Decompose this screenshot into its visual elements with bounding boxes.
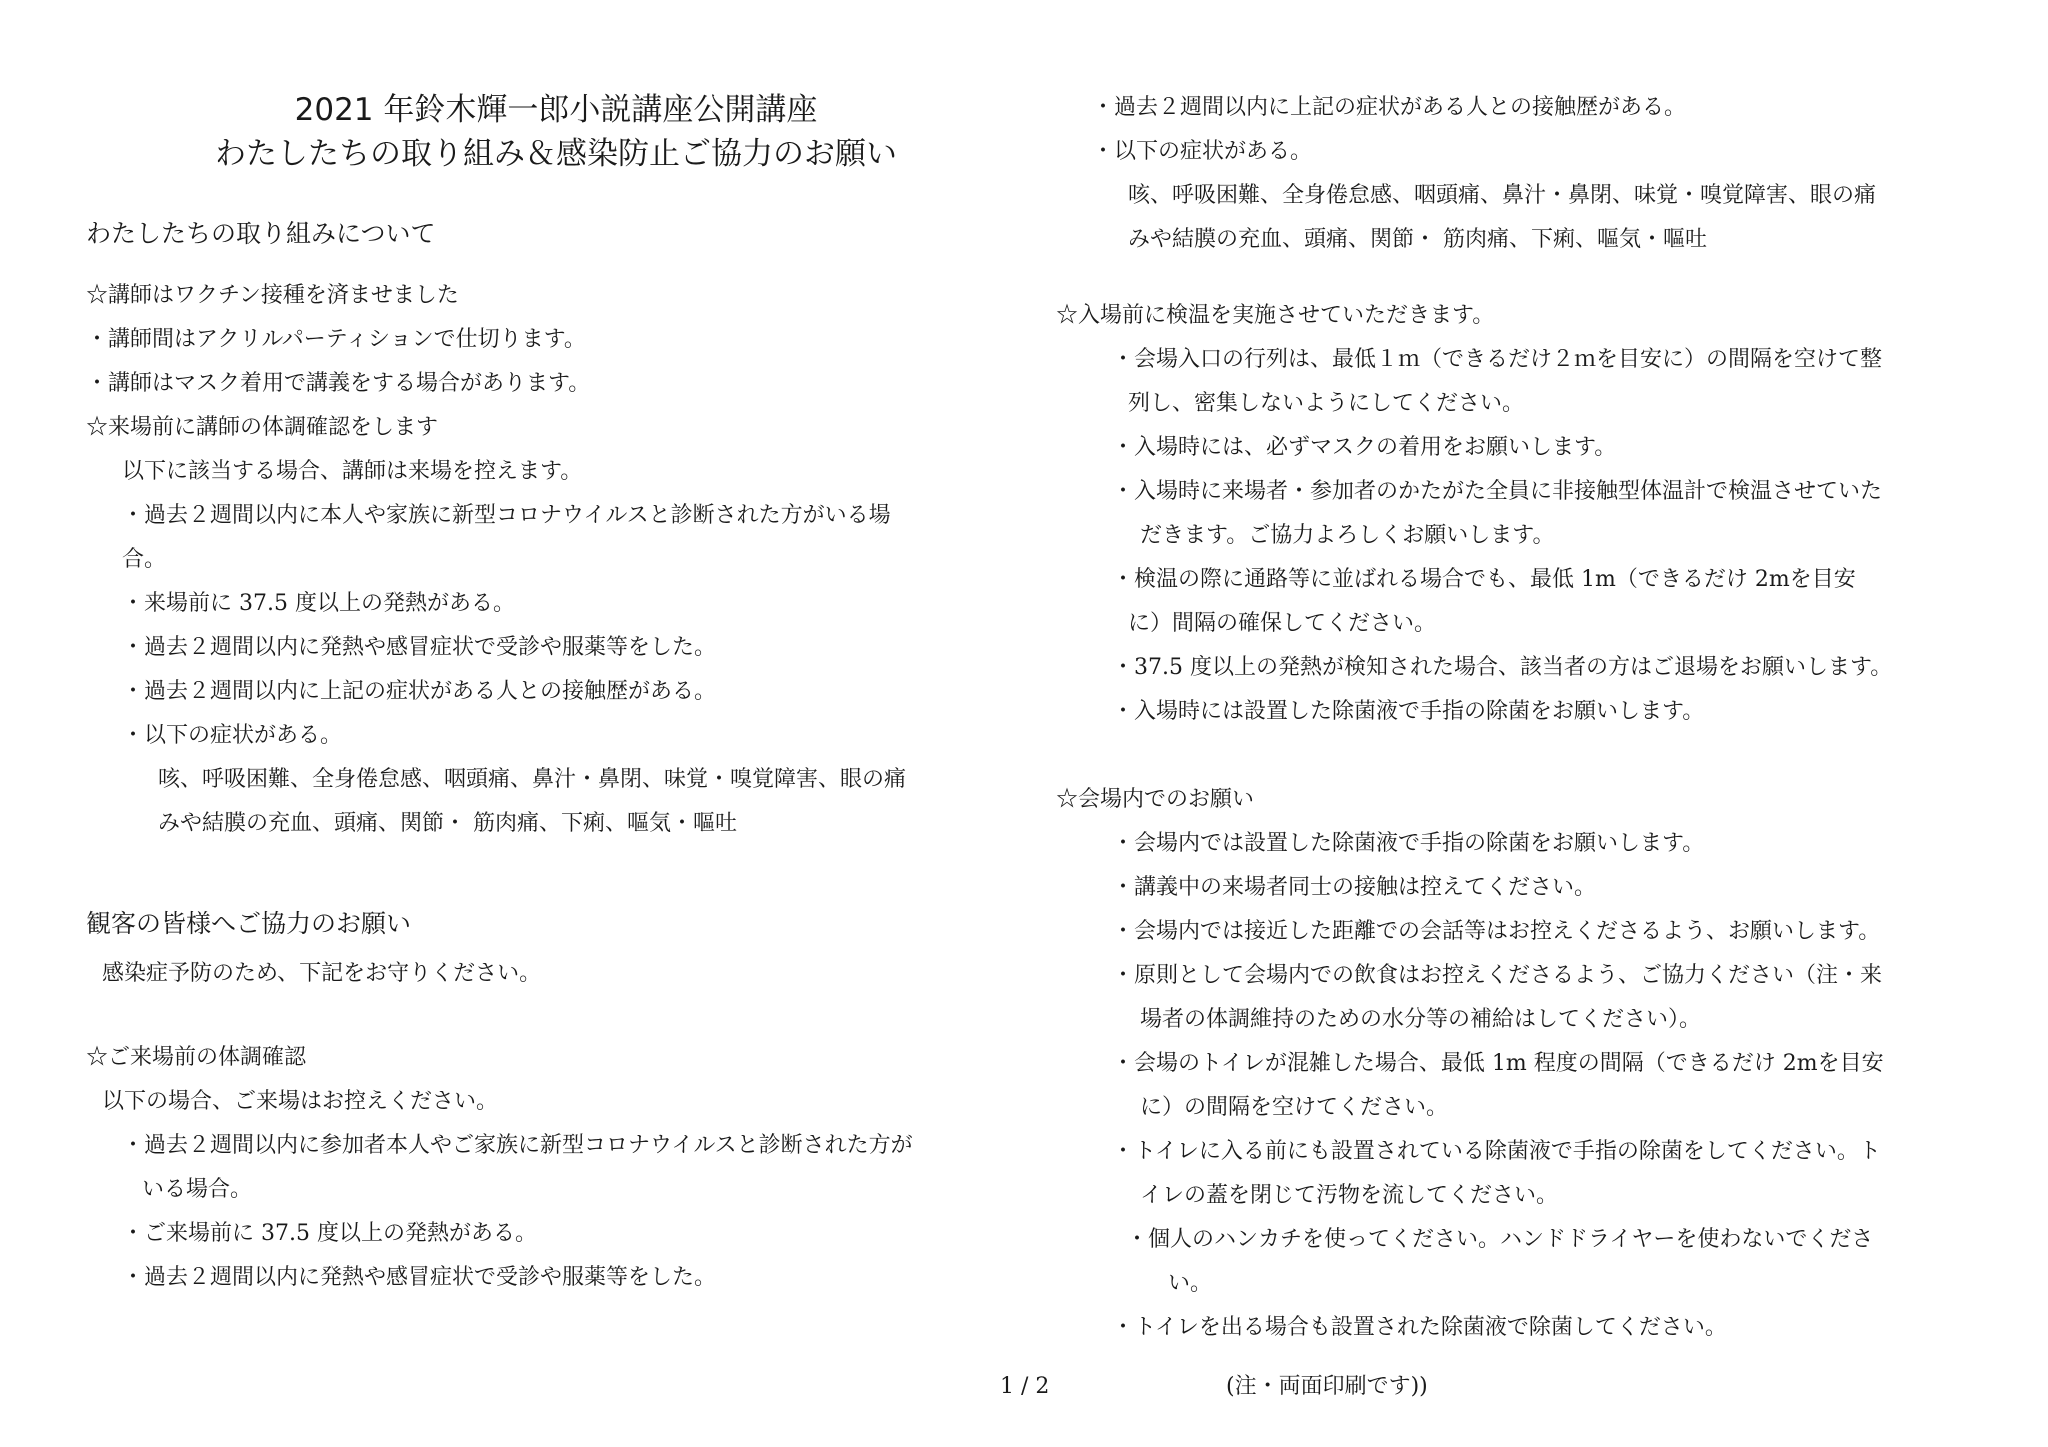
health-heading: ☆来場前に講師の体調確認をします (86, 415, 439, 440)
page-title-line1: 2021 年鈴木輝一郎小説講座公開講座 (294, 92, 818, 128)
visitor-symptoms-line-2: みや結膜の充血、頭痛、関節・ 筋肉痛、下痢、嘔気・嘔吐 (1128, 227, 1707, 252)
venue-item-7: ・個人のハンカチを使ってください。ハンドドライヤーを使わないでくださ (1126, 1227, 1874, 1252)
left-column (86, 88, 1006, 1300)
health-item-4: ・過去２週間以内に上記の症状がある人との接触歴がある。 (122, 679, 717, 704)
audience-intro: 感染症予防のため、下記をお守りください。 (102, 961, 542, 986)
venue-item-8: ・トイレを出る場合も設置された除菌液で除菌してください。 (1112, 1315, 1727, 1340)
vaccine-heading: ☆講師はワクチン接種を済ませました (86, 283, 459, 308)
venue-item-3: ・会場内では接近した距離での会話等はお控えくださるよう、お願いします。 (1112, 919, 1881, 944)
health-item-5: ・以下の症状がある。 (122, 723, 343, 748)
visitor-item-5: ・以下の症状がある。 (1092, 139, 1313, 164)
symptoms-line-2: みや結膜の充血、頭痛、関節・ 筋肉痛、下痢、嘔気・嘔吐 (158, 811, 737, 836)
health-item-3: ・過去２週間以内に発熱や感冒症状で受診や服薬等をした。 (122, 635, 717, 660)
visitor-symptoms-line-1: 咳、呼吸困難、全身倦怠感、咽頭痛、鼻汁・鼻閉、味覚・嗅覚障害、眼の痛 (1128, 183, 1877, 208)
temperature-item-4-cont: に）間隔の確保してください。 (1128, 611, 1437, 636)
temperature-item-6: ・入場時には設置した除菌液で手指の除菌をお願いします。 (1112, 699, 1705, 724)
visitor-item-3: ・過去２週間以内に発熱や感冒症状で受診や服薬等をした。 (122, 1265, 717, 1290)
page-number: 1 / 2 (1000, 1374, 1050, 1399)
visitor-item-1: ・過去２週間以内に参加者本人やご家族に新型コロナウイルスと診断された方が (122, 1133, 913, 1158)
health-item-1-cont: 合。 (122, 547, 167, 572)
visitor-intro: 以下の場合、ご来場はお控えください。 (102, 1089, 499, 1114)
venue-item-2: ・講義中の来場者同士の接触は控えてください。 (1112, 875, 1597, 900)
venue-item-1: ・会場内では設置した除菌液で手指の除菌をお願いします。 (1112, 831, 1705, 856)
venue-heading: ☆会場内でのお願い (1056, 787, 1255, 812)
temperature-item-5: ・37.5 度以上の発熱が検知された場合、該当者の方はご退場をお願いします。 (1112, 655, 1893, 680)
temperature-item-4: ・検温の際に通路等に並ばれる場合でも、最低 1m（できるだけ 2mを目安 (1112, 567, 1856, 592)
venue-item-6: ・トイレに入る前にも設置されている除菌液で手指の除菌をしてください。ト (1112, 1139, 1881, 1164)
temperature-item-1: ・会場入口の行列は、最低１ｍ（できるだけ２ｍを目安に）の間隔を空けて整 (1112, 347, 1883, 372)
visitor-item-1-cont: いる場合。 (142, 1177, 253, 1202)
vaccine-item-partition: ・講師間はアクリルパーティションで仕切ります。 (86, 327, 586, 352)
vaccine-item-mask: ・講師はマスク着用で講義をする場合があります。 (86, 371, 591, 396)
venue-item-4-cont: 場者の体調維持のための水分等の補給はしてください）。 (1140, 1007, 1702, 1032)
venue-item-6-cont: イレの蓋を閉じて汚物を流してください。 (1140, 1183, 1559, 1208)
temperature-heading: ☆入場前に検温を実施させていただきます。 (1056, 303, 1495, 328)
page-title-line2: わたしたちの取り組み＆感染防止ご協力のお願い (215, 136, 897, 172)
symptoms-line-1: 咳、呼吸困難、全身倦怠感、咽頭痛、鼻汁・鼻閉、味覚・嗅覚障害、眼の痛 (158, 767, 907, 792)
temperature-item-3-cont: だきます。ご協力よろしくお願いします。 (1140, 523, 1555, 548)
section-heading-initiatives: わたしたちの取り組みについて (86, 219, 436, 248)
health-item-1: ・過去２週間以内に本人や家族に新型コロナウイルスと診断された方がいる場 (122, 503, 891, 528)
venue-item-4: ・原則として会場内での飲食はお控えくださるよう、ご協力ください（注・来 (1112, 963, 1883, 988)
health-item-2: ・来場前に 37.5 度以上の発熱がある。 (122, 591, 515, 616)
visitor-item-4: ・過去２週間以内に上記の症状がある人との接触歴がある。 (1092, 95, 1687, 120)
temperature-item-2: ・入場時には、必ずマスクの着用をお願いします。 (1112, 435, 1617, 460)
venue-item-5-cont: に）の間隔を空けてください。 (1140, 1095, 1449, 1120)
temperature-item-1-cont: 列し、密集しないようにしてください。 (1128, 391, 1525, 416)
visitor-item-2: ・ご来場前に 37.5 度以上の発熱がある。 (122, 1221, 537, 1246)
venue-item-7-cont: い。 (1168, 1271, 1213, 1296)
section-heading-audience: 観客の皆様へご協力のお願い (86, 909, 412, 938)
print-note: (注・両面印刷です)) (1226, 1374, 1428, 1399)
venue-item-5: ・会場のトイレが混雑した場合、最低 1m 程度の間隔（できるだけ 2mを目安 (1112, 1051, 1884, 1076)
visitor-heading: ☆ご来場前の体調確認 (86, 1045, 307, 1070)
temperature-item-3: ・入場時に来場者・参加者のかたがた全員に非接触型体温計で検温させていた (1112, 479, 1883, 504)
right-column (1056, 86, 1976, 1350)
health-intro: 以下に該当する場合、講師は来場を控えます。 (122, 459, 583, 484)
